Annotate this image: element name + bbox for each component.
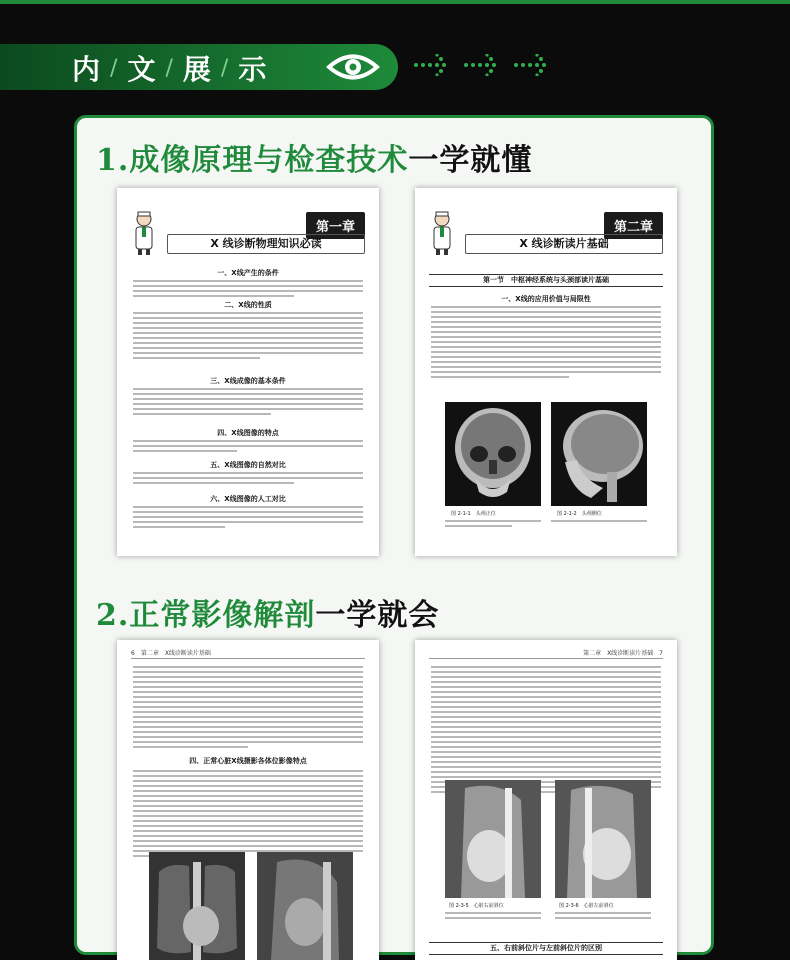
banner-separator: / [165, 55, 173, 81]
text-block [133, 312, 363, 362]
chapter-header [429, 206, 663, 258]
book-page-7 [415, 640, 677, 960]
banner-char: 文 [127, 53, 156, 86]
text-block [133, 472, 363, 487]
caption-text [555, 912, 651, 922]
section-title-strong: 一学就懂 [408, 143, 533, 178]
text-block [133, 770, 363, 860]
xray-heart-rao [445, 780, 541, 898]
figure-caption: 图 2-3-6 心脏左前斜位 [559, 903, 614, 909]
banner-separator: / [220, 55, 229, 81]
figure-caption: 图 2-3-5 心脏右前斜位 [449, 903, 504, 909]
page-heading: 六、X线图像的人工对比 [210, 495, 286, 503]
page-heading: 一、X线的应用价值与局限性 [501, 295, 591, 303]
page-heading: 二、X线的性质 [224, 301, 272, 309]
xray-chest-pa [149, 852, 245, 960]
xray-chest-lateral [257, 852, 353, 960]
section-title-main: 正常影像解剖 [129, 598, 316, 633]
caption-text [445, 912, 541, 922]
chapter-title: X 线诊断读片基础 [465, 234, 663, 254]
section-title-2 [96, 590, 439, 634]
page-heading: 五、X线图像的自然对比 [210, 461, 286, 469]
running-head: 第二章 X线诊断读片基础 7 [429, 648, 663, 659]
banner-title [72, 48, 266, 88]
dotted-arrows-icon [412, 54, 562, 76]
page-heading: 四、正常心脏X线摄影各体位影像特点 [189, 757, 307, 765]
book-page-6 [117, 640, 379, 960]
book-page-chapter-1 [117, 188, 379, 556]
text-block [133, 666, 363, 751]
doctor-icon [429, 210, 455, 256]
page-heading: 四、X线图像的特点 [217, 429, 279, 437]
section-title-strong: 一学就会 [315, 598, 440, 633]
text-block [133, 388, 363, 418]
eye-icon [326, 50, 380, 84]
chapter-header [131, 206, 365, 258]
xray-heart-lao [555, 780, 651, 898]
doctor-icon [131, 210, 157, 256]
chapter-title: X 线诊断物理知识必读 [167, 234, 365, 254]
chapter-tag: 第二章 [604, 212, 663, 239]
text-block [133, 506, 363, 531]
xray-skull-frontal [445, 402, 541, 506]
banner-separator: / [110, 55, 118, 81]
figure-caption: 图 2-1-1 头颅正位 [451, 511, 496, 517]
top-accent-line [0, 0, 790, 4]
text-block [133, 440, 363, 455]
banner-char: 示 [238, 53, 267, 86]
section-bar: 第一节 中枢神经系统与头颈部读片基础 [429, 274, 663, 287]
chapter-tag: 第一章 [306, 212, 365, 239]
section-number: 2. [96, 598, 130, 633]
section-title-main: 成像原理与检查技术 [129, 143, 409, 178]
caption-text [445, 520, 541, 530]
page-heading: 三、X线成像的基本条件 [210, 377, 286, 385]
banner-char: 展 [182, 53, 211, 86]
caption-text [551, 520, 647, 525]
section-title-1 [96, 135, 532, 179]
running-head: 6 第二章 X线诊断读片基础 [131, 648, 365, 659]
text-block [133, 280, 363, 300]
banner-char: 内 [72, 53, 101, 86]
text-block [431, 666, 661, 796]
figure-caption: 图 2-1-2 头颅侧位 [557, 511, 602, 517]
xray-skull-lateral [551, 402, 647, 506]
text-block [431, 306, 661, 381]
section-number: 1. [96, 143, 130, 178]
page-heading: 一、X线产生的条件 [217, 269, 279, 277]
book-page-chapter-2 [415, 188, 677, 556]
section-bar: 五、右前斜位片与左前斜位片的区别 [429, 942, 663, 955]
